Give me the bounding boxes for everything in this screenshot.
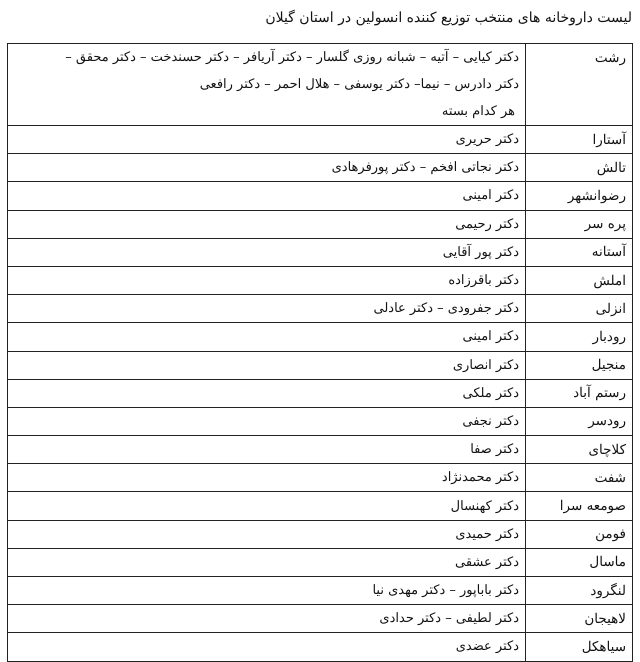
city-cell: فومن <box>526 520 633 548</box>
pharmacy-note: هر کدام بسته <box>441 104 515 119</box>
table-row <box>8 295 633 323</box>
document-title: لیست داروخانه های منتخب توزیع کننده انسولین در استان گیلان <box>265 10 632 26</box>
table-row <box>8 436 633 464</box>
city-cell: رودسر <box>526 407 633 435</box>
city-cell: لاهیجان <box>526 605 633 633</box>
city-cell: رضوانشهر <box>526 182 633 210</box>
city-cell: کلاچای <box>526 436 633 464</box>
table-row <box>8 126 633 154</box>
city-cell: شفت <box>526 464 633 492</box>
city-cell: رستم آباد <box>526 379 633 407</box>
table-row <box>8 633 633 661</box>
pharmacy-cell: دکتر رحیمی <box>8 210 526 238</box>
city-cell: آستانه <box>526 238 633 266</box>
table-row <box>8 182 633 210</box>
table-row-rasht <box>8 44 633 126</box>
pharmacy-cell: دکتر نجاتی افخم – دکتر پورفرهادی <box>8 154 526 182</box>
table-row <box>8 154 633 182</box>
city-cell: آستارا <box>526 126 633 154</box>
pharmacy-line: دکتر دادرس – نیما– دکتر یوسفی – هلال احمر – دکتر رافعی <box>199 77 519 92</box>
table-row <box>8 323 633 351</box>
city-cell: لنگرود <box>526 577 633 605</box>
city-cell: رودبار <box>526 323 633 351</box>
pharmacy-line: دکتر کیایی – آتیه – شبانه روزی گلسار – دکتر آریافر – دکتر حسندخت – دکتر محقق – <box>65 50 519 65</box>
table-row <box>8 605 633 633</box>
table-row <box>8 238 633 266</box>
table-row <box>8 577 633 605</box>
table-row <box>8 464 633 492</box>
pharmacy-table <box>7 43 633 662</box>
pharmacy-cell: دکتر باقرزاده <box>8 266 526 294</box>
city-cell: صومعه سرا <box>526 492 633 520</box>
table-row <box>8 210 633 238</box>
city-cell: سیاهکل <box>526 633 633 661</box>
pharmacy-cell: دکتر لطیفی – دکتر حدادی <box>8 605 526 633</box>
pharmacy-cell: دکتر حریری <box>8 126 526 154</box>
pharmacy-list-cell <box>8 44 526 126</box>
city-cell: تالش <box>526 154 633 182</box>
city-cell: انزلی <box>526 295 633 323</box>
table-row <box>8 520 633 548</box>
table-row <box>8 351 633 379</box>
pharmacy-cell: دکتر کهنسال <box>8 492 526 520</box>
pharmacy-cell: دکتر پور آقایی <box>8 238 526 266</box>
city-cell: رشت <box>526 44 633 126</box>
pharmacy-cell: دکتر ملکی <box>8 379 526 407</box>
city-cell: پره سر <box>526 210 633 238</box>
table-row <box>8 379 633 407</box>
pharmacy-cell: دکتر انصاری <box>8 351 526 379</box>
pharmacy-cell: دکتر محمدنژاد <box>8 464 526 492</box>
table-row <box>8 266 633 294</box>
city-cell: منجیل <box>526 351 633 379</box>
pharmacy-cell: دکتر باباپور – دکتر مهدی نیا <box>8 577 526 605</box>
pharmacy-cell: دکتر صفا <box>8 436 526 464</box>
pharmacy-cell: دکتر امینی <box>8 182 526 210</box>
pharmacy-cell: دکتر عشقی <box>8 548 526 576</box>
city-cell: ماسال <box>526 548 633 576</box>
city-cell: املش <box>526 266 633 294</box>
table-row <box>8 548 633 576</box>
table-row <box>8 492 633 520</box>
table-row <box>8 407 633 435</box>
pharmacy-cell: دکتر امینی <box>8 323 526 351</box>
pharmacy-cell: دکتر جفرودی – دکتر عادلی <box>8 295 526 323</box>
pharmacy-cell: دکتر حمیدی <box>8 520 526 548</box>
pharmacy-cell: دکتر عضدی <box>8 633 526 661</box>
pharmacy-cell: دکتر نجفی <box>8 407 526 435</box>
